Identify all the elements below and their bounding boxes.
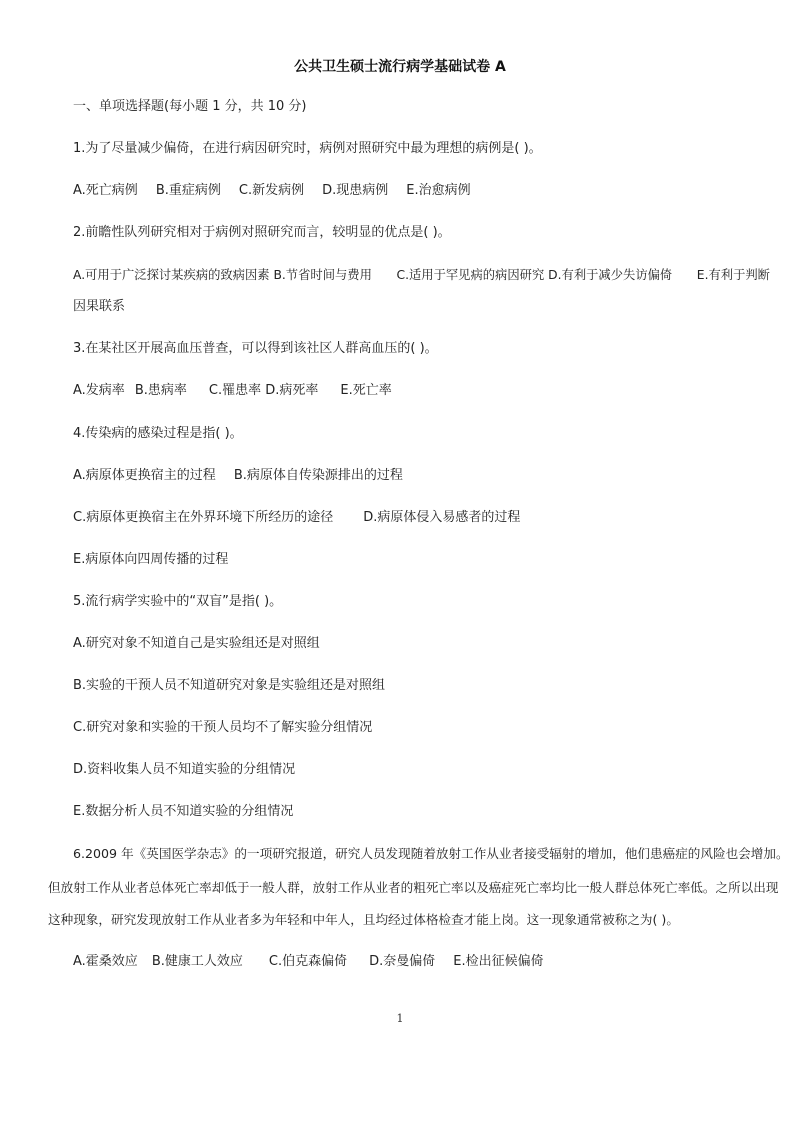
q6-option-e: E.检出征候偏倚 <box>453 954 544 969</box>
q1-option-c: C.新发病例 <box>238 183 305 198</box>
question-4-options-ab <box>73 467 403 485</box>
q5-option-d: D.资料收集人员不知道实验的分组情况 <box>73 762 296 777</box>
q6-option-c: C.伯克森偏倚 <box>268 954 348 969</box>
q5-option-a: A.研究对象不知道自己是实验组还是对照组 <box>73 636 320 651</box>
q1-option-a: A.死亡病例 <box>73 183 138 198</box>
q4-option-d: D.病原体侵入易感者的过程 <box>363 510 521 525</box>
question-2-options-line1: A.可用于广泛探讨某疾病的致病因素 B.节省时间与费用 C.适用于罕见病的病因研究 D.有利于减少失访偏倚 E.有利于判断 <box>73 268 770 282</box>
q4-option-c: C.病原体更换宿主在外界环境下所经历的途径 <box>73 510 334 525</box>
q4-option-a: A.病原体更换宿主的过程 <box>73 468 216 483</box>
q4-option-e: E.病原体向四周传播的过程 <box>73 552 229 567</box>
q5-option-b: B.实验的干预人员不知道研究对象是实验组还是对照组 <box>73 678 386 693</box>
q5-option-c: C.研究对象和实验的干预人员均不了解实验分组情况 <box>73 720 373 735</box>
page-number: 1 <box>396 1012 404 1025</box>
question-6-stem-line2: 但放射工作从业者总体死亡率却低于一般人群，放射工作从业者的粗死亡率以及癌症死亡率均比一般人群总体死亡率低。之所以出现 <box>48 880 779 895</box>
q6-option-a: A.霍桑效应 <box>73 954 138 969</box>
question-3-stem: 3.在某社区开展高血压普查，可以得到该社区人群高血压的( )。 <box>73 341 438 356</box>
document-title: 公共卫生硕士流行病学基础试卷 A <box>294 59 506 75</box>
q3-option-a: A.发病率 <box>73 383 125 398</box>
question-2-options-line2: 因果联系 <box>73 299 126 314</box>
question-1-stem: 1.为了尽量减少偏倚，在进行病因研究时，病例对照研究中最为理想的病例是( )。 <box>73 141 542 156</box>
q6-option-b: B.健康工人效应 <box>151 954 243 969</box>
q1-option-d: D.现患病例 <box>322 183 389 198</box>
question-5-stem: 5.流行病学实验中的“双盲”是指( )。 <box>73 594 283 609</box>
question-4-options-cd <box>73 509 520 527</box>
q5-option-e: E.数据分析人员不知道实验的分组情况 <box>73 804 294 819</box>
question-6-stem-line3: 这种现象，研究发现放射工作从业者多为年轻和中年人，且均经过体格检查才能上岗。这一现象通常被称之为( )。 <box>48 912 679 927</box>
q6-option-d: D.奈曼偏倚 <box>369 954 436 969</box>
q4-option-b: B.病原体自传染源排出的过程 <box>233 468 403 483</box>
q1-option-b: B.重症病例 <box>155 183 221 198</box>
section-heading: 一、单项选择题(每小题 1 分，共 10 分) <box>73 99 307 114</box>
question-3-options <box>73 382 392 400</box>
question-6-stem-line1: 6.2009 年《英国医学杂志》的一项研究报道，研究人员发现随着放射工作从业者接受辐射的增加，他们患癌症的风险也会增加。 <box>73 846 789 861</box>
question-2-stem: 2.前瞻性队列研究相对于病例对照研究而言，较明显的优点是( )。 <box>73 225 451 240</box>
q3-option-c-d: C.罹患率 D.病死率 <box>208 383 319 398</box>
question-6-options <box>73 953 544 971</box>
q3-option-b: B.患病率 <box>134 383 187 398</box>
q3-option-e: E.死亡率 <box>340 383 392 398</box>
q1-option-e: E.治愈病例 <box>406 183 471 198</box>
question-1-options <box>73 182 471 200</box>
question-4-stem: 4.传染病的感染过程是指( )。 <box>73 426 243 441</box>
